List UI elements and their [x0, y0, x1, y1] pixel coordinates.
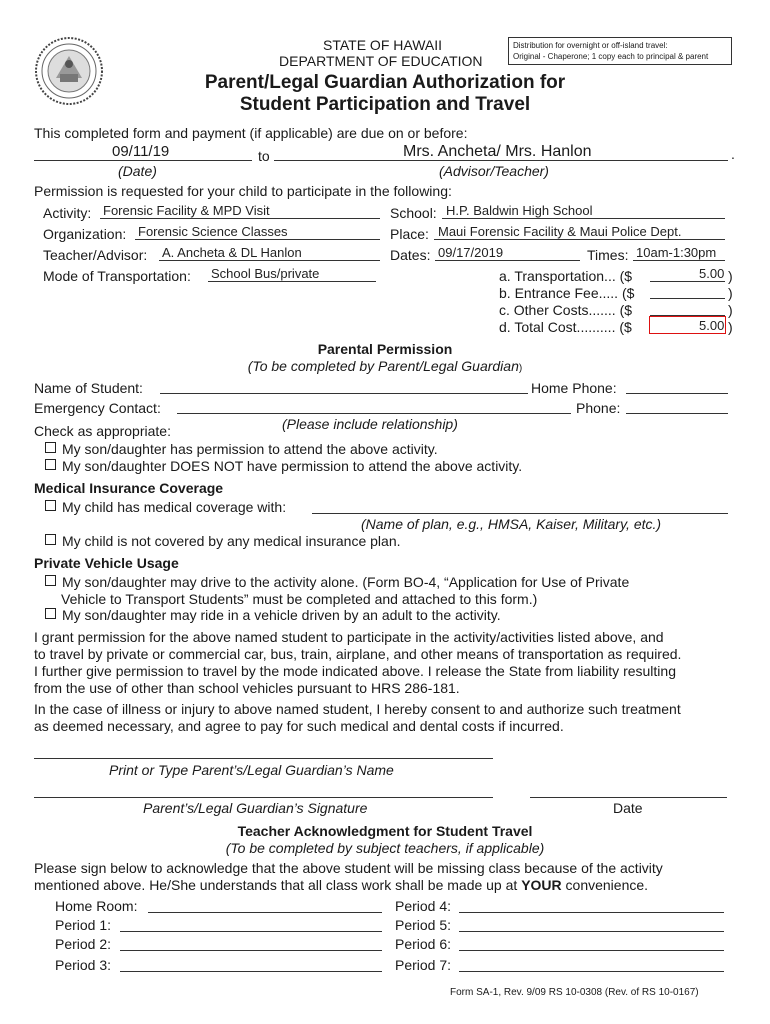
form-title-line-1: Parent/Legal Guardian Authorization for [204, 72, 566, 93]
cost-transportation-label: a. Transportation... ($ [499, 268, 633, 284]
consent-line: from the use of other than school vehicles pursuant to HRS 286-181. [34, 680, 460, 696]
to-label: to [258, 148, 270, 164]
dates-line [435, 260, 580, 261]
teacher-text-line-2 [34, 877, 734, 894]
period-1-label: Period 1: [55, 917, 112, 933]
state-heading: STATE OF HAWAII [323, 37, 442, 53]
teacher-text-bold: YOUR [521, 877, 562, 893]
permission-yes-text: My son/daughter has permission to attend the above activity. [62, 441, 438, 457]
period-5-line[interactable] [459, 931, 724, 932]
distribution-line-1: Distribution for overnight or off-island travel: [513, 41, 668, 50]
period-4-line[interactable] [459, 912, 724, 913]
due-period: . [731, 146, 735, 162]
teacher-text [34, 860, 734, 894]
plan-caption: (Name of plan, e.g., HMSA, Kaiser, Military, etc.) [361, 516, 662, 532]
times-line [633, 260, 725, 261]
transport-field[interactable]: School Bus/private [211, 266, 320, 281]
dates-label: Dates: [390, 247, 431, 263]
medical-none-text: My child is not covered by any medical insurance plan. [62, 533, 401, 549]
home-room-label: Home Room: [55, 898, 138, 914]
cost-transportation-field[interactable]: 5.00 [699, 266, 725, 281]
period-6-label: Period 6: [395, 936, 452, 952]
parental-heading: Parental Permission [317, 341, 453, 357]
distribution-line-2: Original - Chaperone; 1 copy each to principal & parent [513, 52, 709, 61]
guardian-name-line[interactable] [34, 758, 493, 759]
permission-no-text: My son/daughter DOES NOT have permission to attend the above activity. [62, 458, 523, 474]
student-name-label: Name of Student: [34, 380, 143, 396]
checkbox-icon[interactable] [45, 608, 56, 619]
emergency-label: Emergency Contact: [34, 400, 161, 416]
activity-label: Activity: [43, 205, 92, 221]
vehicle-heading: Private Vehicle Usage [34, 555, 179, 571]
teacher-text-line-1: Please sign below to acknowledge that the above student will be missing class because of the activity [34, 860, 663, 876]
signature-caption: Parent’s/Legal Guardian’s Signature [143, 800, 368, 816]
cost-a-line [650, 281, 725, 282]
print-name-caption: Print or Type Parent’s/Legal Guardian’s Name [109, 762, 394, 778]
times-field[interactable]: 10am-1:30pm [636, 245, 717, 260]
school-label: School: [390, 205, 437, 221]
permission-no-option[interactable] [45, 458, 522, 474]
period-7-line[interactable] [459, 971, 724, 972]
parental-sub-text: (To be completed by Parent/Legal Guardian [247, 358, 519, 374]
student-name-line [160, 393, 528, 394]
cost-c-close: ) [728, 302, 733, 318]
vehicle-ride-text: My son/daughter may ride in a vehicle driven by an adult to the activity. [62, 607, 501, 623]
school-line [442, 218, 725, 219]
vehicle-drive-text-2: Vehicle to Transport Students” must be completed and attached to this form.) [61, 591, 538, 607]
medical-coverage-text: My child has medical coverage with: [62, 499, 287, 515]
due-date-line [34, 160, 252, 161]
checkbox-icon[interactable] [45, 575, 56, 586]
place-label: Place: [390, 226, 429, 242]
place-line [434, 239, 725, 240]
consent-paragraph-2 [34, 701, 734, 735]
cost-a-close: ) [728, 268, 733, 284]
cost-b-line [650, 298, 725, 299]
period-3-label: Period 3: [55, 957, 112, 973]
permission-intro: Permission is requested for your child to participate in the following: [34, 183, 452, 199]
period-5-label: Period 5: [395, 917, 452, 933]
period-2-label: Period 2: [55, 936, 112, 952]
advisor-caption: (Advisor/Teacher) [439, 163, 549, 179]
phone-label: Phone: [576, 400, 621, 416]
dates-field[interactable]: 09/17/2019 [438, 245, 504, 260]
transport-label: Mode of Transportation: [43, 268, 191, 284]
signature-date-caption: Date [613, 800, 643, 816]
cost-total-field[interactable]: 5.00 [699, 318, 725, 333]
cost-b-close: ) [728, 285, 733, 301]
advisor-value[interactable]: Mrs. Ancheta/ Mrs. Hanlon [403, 143, 592, 160]
distribution-box [508, 37, 732, 65]
phone-line [626, 413, 728, 414]
guardian-signature-line[interactable] [34, 797, 493, 798]
teacher-line [159, 260, 380, 261]
consent-line: In the case of illness or injury to above named student, I hereby consent to and authorize such treatment [34, 701, 681, 717]
medical-coverage-option[interactable] [45, 499, 286, 515]
due-date-value[interactable]: 09/11/19 [112, 143, 170, 160]
activity-line [100, 218, 380, 219]
place-field[interactable]: Maui Forensic Facility & Maui Police Dept. [438, 224, 682, 239]
period-3-line[interactable] [120, 971, 382, 972]
period-6-line[interactable] [459, 950, 724, 951]
period-1-line[interactable] [120, 931, 382, 932]
department-heading: DEPARTMENT OF EDUCATION [279, 53, 483, 69]
vehicle-ride-option[interactable] [45, 607, 501, 623]
home-phone-label: Home Phone: [531, 380, 617, 396]
home-room-line[interactable] [148, 912, 382, 913]
permission-yes-option[interactable] [45, 441, 438, 457]
times-label: Times: [587, 247, 629, 263]
organization-field[interactable]: Forensic Science Classes [138, 224, 288, 239]
period-7-label: Period 7: [395, 957, 452, 973]
checkbox-icon[interactable] [45, 459, 56, 470]
check-label: Check as appropriate: [34, 423, 171, 439]
date-caption: (Date) [118, 163, 157, 179]
cost-entrance-label: b. Entrance Fee..... ($ [499, 285, 635, 301]
emergency-line [177, 413, 571, 414]
consent-line: as deemed necessary, and agree to pay for such medical and dental costs if incurred. [34, 718, 564, 734]
due-intro: This completed form and payment (if applicable) are due on or before: [34, 125, 468, 141]
parental-sub-close: ) [518, 363, 523, 374]
teacher-field[interactable]: A. Ancheta & DL Hanlon [162, 245, 302, 260]
organization-line [135, 239, 380, 240]
relationship-caption: (Please include relationship) [282, 416, 458, 432]
checkbox-icon[interactable] [45, 534, 56, 545]
cost-d-close: ) [728, 319, 733, 335]
teacher-sub: (To be completed by subject teachers, if applicable) [225, 840, 545, 856]
checkbox-icon[interactable] [45, 442, 56, 453]
cost-other-label: c. Other Costs....... ($ [499, 302, 633, 318]
teacher-text-post: convenience. [561, 877, 649, 893]
consent-line: I further give permission to travel by the mode indicated above. I release the State from liability resulting [34, 663, 676, 679]
checkbox-icon[interactable] [45, 500, 56, 511]
consent-line: I grant permission for the above named student to participate in the activity/activities listed above, and [34, 629, 664, 645]
period-2-line[interactable] [120, 950, 382, 951]
teacher-label: Teacher/Advisor: [43, 247, 148, 263]
vehicle-drive-text: My son/daughter may drive to the activity alone. (Form BO-4, “Application for Use of Private [62, 574, 630, 590]
school-field[interactable]: H.P. Baldwin High School [446, 203, 593, 218]
transport-line [208, 281, 376, 282]
medical-heading: Medical Insurance Coverage [34, 480, 224, 496]
organization-label: Organization: [43, 226, 127, 242]
medical-plan-line [312, 513, 728, 514]
teacher-heading: Teacher Acknowledgment for Student Travel [237, 823, 533, 839]
vehicle-drive-option[interactable] [45, 574, 629, 590]
medical-none-option[interactable] [45, 533, 401, 549]
period-4-label: Period 4: [395, 898, 452, 914]
signature-date-line[interactable] [530, 797, 727, 798]
form-title-line-2: Student Participation and Travel [239, 94, 531, 115]
consent-paragraph-1 [34, 629, 734, 697]
cost-total-label: d. Total Cost.......... ($ [499, 319, 632, 335]
parental-sub [0, 358, 770, 374]
form-footer: Form SA-1, Rev. 9/09 RS 10-0308 (Rev. of RS 10-0167) [450, 987, 699, 998]
activity-field[interactable]: Forensic Facility & MPD Visit [103, 203, 270, 218]
consent-line: to travel by private or commercial car, bus, train, airplane, and other means of transportation as required. [34, 646, 682, 662]
teacher-text-pre: mentioned above. He/She understands that all class work shall be made up at [34, 877, 522, 893]
home-phone-line [626, 393, 728, 394]
